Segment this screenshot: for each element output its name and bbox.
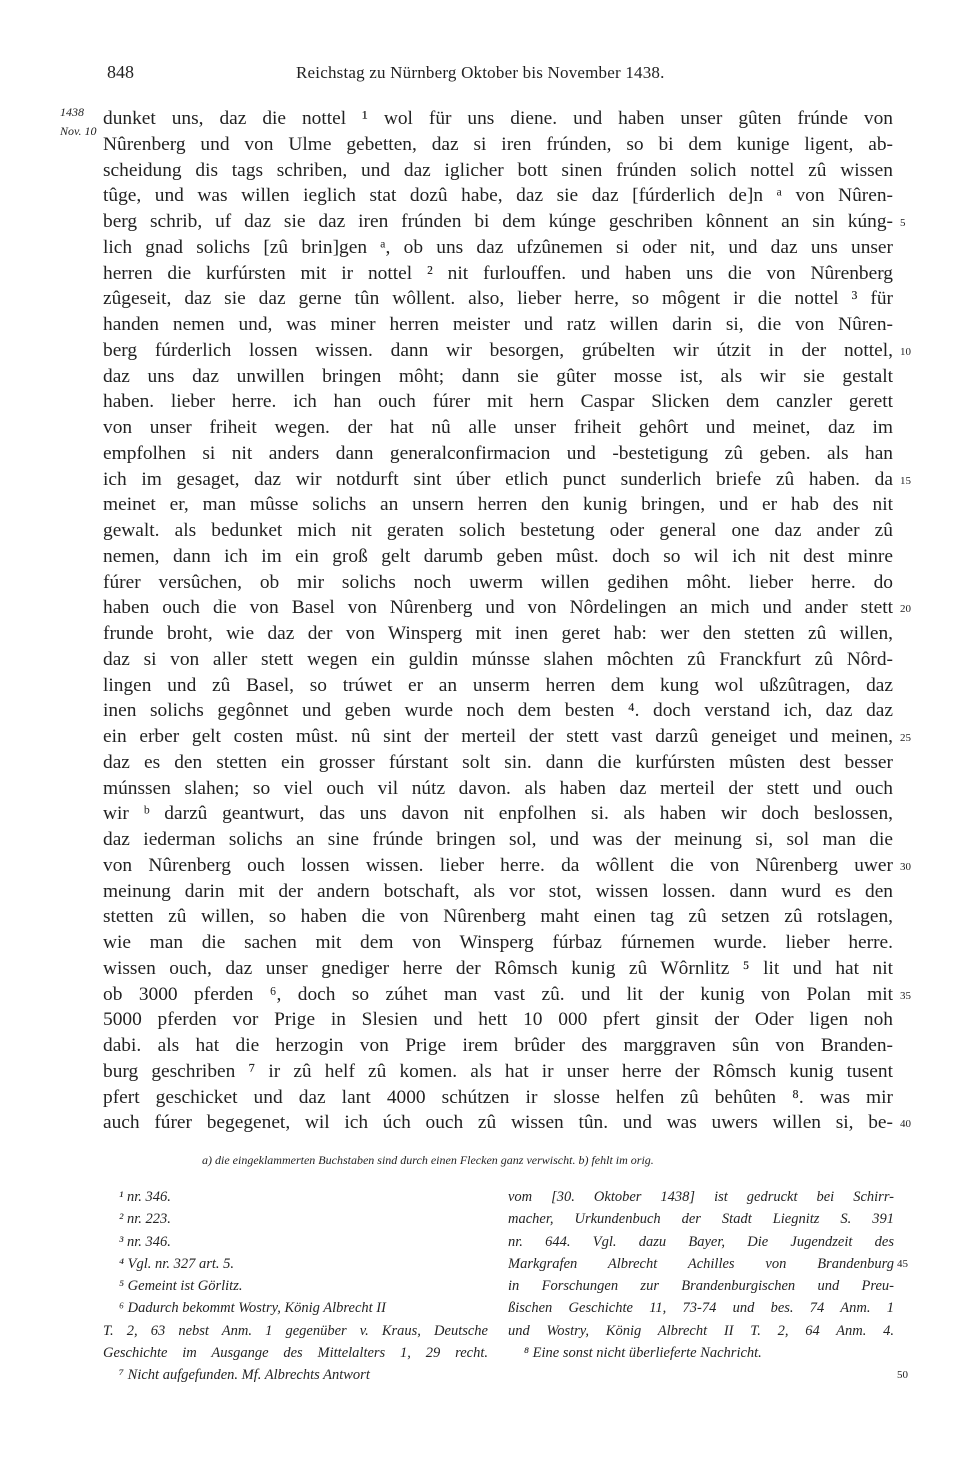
- text-line: wie man die sachen mit dem von Winsperg fúrbaz fúrnemen wurde. lieber herre.: [103, 932, 893, 953]
- text-line: berg schrib, uf daz sie daz iren frúnden bi dem kúnge geschriben kônnent an sin kúng-: [103, 211, 893, 232]
- text-line: lich gnad solichs [zû brin]gen ᵃ, ob uns daz ufzûnemen si oder nit, und daz uns unser: [103, 236, 893, 258]
- text-line: zûgeseit, daz sie daz gerne tûn wôllent. also, lieber herre, so môgent ir die nottel ³ für: [103, 288, 893, 310]
- text-line: herren die kurfúrsten mit ir nottel ² nit furlouffen. und haben uns die von Nûrenberg: [103, 262, 893, 284]
- text-line: meinung darin mit der andern botschaft, als vor stot, wissen lossen. dann wurd es den: [103, 880, 893, 902]
- line-number: 5: [900, 217, 906, 229]
- footnote-line: vom [30. Oktober 1438] ist gedruckt bei Schirr-: [508, 1189, 894, 1205]
- footnotes-right-column: [508, 1186, 894, 1364]
- text-line: scheidung dis tags schriben, und daz iglicher bott sinen frúnden solich nottel zû wissen: [103, 159, 893, 181]
- footnote-line: ² nr. 223.: [119, 1211, 171, 1228]
- line-number: 20: [900, 603, 911, 616]
- footnote-line: ⁶ Dadurch bekommt Wostry, König Albrecht II: [119, 1300, 386, 1317]
- text-line: auch fúrer begegenet, wil ich úch ouch zû wissen tûn. und was uwers willen si, be-: [103, 1112, 893, 1134]
- text-line: tûge, und was willen ieglich stat dozû habe, daz sie daz [fúrderlich de]n ᵃ von Nûren-: [103, 185, 893, 207]
- text-line: fúrer versûchen, ob mir solichs noch uwerm willen gedihen môht. lieber herre. do: [103, 571, 893, 593]
- text-line: stetten zû willen, so haben die von Nûrenberg maht einen tag zû setzen zû rotslagen,: [103, 906, 893, 928]
- footnote-line: und Wostry, König Albrecht II T. 2, 64 Anm. 4.: [508, 1322, 894, 1339]
- text-line: ich im gesaget, daz wir notdurft sint úber etlich punct sunderlich briefe zû haben. da: [103, 468, 893, 490]
- text-line: múnssen slahen; so viel ouch vil nútz davon. als haben daz merteil der stett und ouch: [103, 777, 893, 799]
- text-line: wir ᵇ darzû geantwurt, das uns davon nit enpfolhen si. als haben wir doch beslossen,: [103, 803, 893, 825]
- line-number: 10: [900, 345, 911, 358]
- text-line: burg geschriben ⁷ ir zû helf zû komen. als hat ir unser herre der Rômsch kunig tusent: [103, 1060, 893, 1082]
- running-head: Reichstag zu Nürnberg Oktober bis November 1438.: [296, 63, 665, 82]
- text-line: daz si von aller stett wegen ein guldin múnsse slahen môchten zû Franckfurt zû Nôrd-: [103, 648, 893, 670]
- body-text: [103, 106, 893, 1136]
- text-line: gewalt. als bedunket mich nit geraten solich bestetung oder general one daz ander zû: [103, 520, 893, 541]
- footnote-line-number: 45: [897, 1257, 908, 1270]
- text-line: berg fúrderlich lossen wissen. dann wir besorgen, grúbelten wir útzit in der nottel,: [103, 339, 893, 361]
- footnote-line: ⁵ Gemeint ist Görlitz.: [119, 1278, 243, 1295]
- text-line: daz uns daz unwillen bringen môht; dann sie gûter mosse ist, als wir sie gestalt: [103, 365, 893, 387]
- text-line: wissen ouch, daz unser gnediger herre der Rômsch kunig zû Wôrnlitz ⁵ lit und hat nit: [103, 957, 893, 979]
- line-number: 25: [900, 732, 911, 744]
- line-number: 40: [900, 1118, 911, 1131]
- text-line: ob 3000 pferden ⁶, doch so zúhet man vast zû. und lit der kunig von Polan mit: [103, 983, 893, 1005]
- text-line: dunket uns, daz die nottel ¹ wol für uns diene. und haben unser gûten frúnde von: [103, 108, 893, 129]
- text-line: 5000 pferden vor Prige in Slesien und hett 10 000 pfert ginsit der Oder ligen noh: [103, 1009, 893, 1031]
- footnote-line: ⁸ Eine sonst nicht überlieferte Nachricht.: [524, 1345, 762, 1362]
- text-line: meinet er, man mûsse solichs an unsern herren den kunig bringen, und er hab des nit: [103, 494, 893, 516]
- text-line: dabi. als hat die herzogin von Prige irem brûder des marggraven sûn von Branden-: [103, 1035, 893, 1056]
- footnote-line-number: 50: [897, 1369, 908, 1382]
- margin-date-day: Nov. 10: [60, 124, 97, 138]
- text-line: nemen, dann ich im ein groß gelt darumb geben mûst. doch so wil ich nit dest minre: [103, 545, 893, 567]
- footnote-line: ßischen Geschichte 11, 73-74 und bes. 74 Anm. 1: [508, 1300, 894, 1317]
- text-line: pfert geschicket und daz lant 4000 schútzen ir slosse helfen zû behûten ⁸. was mir: [103, 1086, 893, 1108]
- text-line: ein erber gelt costen mûst. nû sint der merteil der stett vast darzû geneiget und meinen,: [103, 726, 893, 747]
- margin-date: [60, 103, 96, 141]
- text-line: lingen und zû Basel, so trúwet er an unserm herren dem kung wol ußzûtragen, daz: [103, 674, 893, 696]
- apparatus-notes: a) die eingeklammerten Buchstaben sind durch einen Flecken ganz verwischt. b) fehlt im orig.: [202, 1153, 654, 1167]
- footnote-line: Markgrafen Albrecht Achilles von Brandenburg: [508, 1255, 894, 1272]
- text-line: inen solichs gegônnet und geben wurde noch dem besten ⁴. doch verstand ich, daz daz: [103, 700, 893, 722]
- footnotes-left-column: [103, 1186, 488, 1387]
- line-number: 15: [900, 474, 911, 487]
- text-line: frunde broht, wie daz der von Winsperg mit inen geret hab: wer den stetten zû willen,: [103, 623, 893, 644]
- text-line: handen nemen und, was miner herren meister und ratz willen darin si, die von Nûren-: [103, 314, 893, 335]
- footnote-line: T. 2, 63 nebst Anm. 1 gegenüber v. Kraus, Deutsche: [103, 1322, 488, 1339]
- footnote-line: Geschichte im Ausgange des Mittelalters 1, 29 recht.: [103, 1345, 488, 1362]
- text-line: haben. lieber herre. ich han ouch fúrer mit hern Caspar Slicken dem canzler gerett: [103, 391, 893, 413]
- text-line: empfolhen si nit anders dann generalconfirmacion und -bestetigung zû geben. als han: [103, 442, 893, 464]
- line-number: 35: [900, 989, 911, 1002]
- footnote-line: nr. 644. Vgl. dazu Bayer, Die Jugendzeit des: [508, 1233, 894, 1250]
- text-line: von Nûrenberg ouch lossen wissen. lieber herre. da wôllent die von Nûrenberg uwer: [103, 854, 893, 876]
- margin-date-year: 1438: [60, 105, 84, 119]
- text-line: von unser friheit wegen. der hat nû alle unser friheit gehôrt und meinet, daz im: [103, 417, 893, 438]
- text-line: haben ouch die von Basel von Nûrenberg und von Nôrdelingen an mich und ander stett: [103, 597, 893, 619]
- footnote-line: ³ nr. 346.: [119, 1233, 171, 1250]
- page-number: 848: [107, 62, 134, 82]
- footnote-line: ⁴ Vgl. nr. 327 art. 5.: [119, 1255, 235, 1272]
- footnote-line: in Forschungen zur Brandenburgischen und Preu-: [508, 1278, 894, 1295]
- footnote-line: ¹ nr. 346.: [119, 1189, 171, 1205]
- line-number: 30: [900, 860, 911, 873]
- text-line: daz iederman solichs an sine frúnde bringen sol, und was der meinung si, sol man die: [103, 829, 893, 850]
- text-line: daz es den stetten ein grosser fúrstant solt sin. dann die kurfúrsten mûsten dest besser: [103, 751, 893, 773]
- footnote-line: ⁷ Nicht aufgefunden. Mf. Albrechts Antwort: [119, 1367, 370, 1384]
- footnote-line: macher, Urkundenbuch der Stadt Liegnitz S. 391: [508, 1211, 894, 1228]
- text-line: Nûrenberg und von Ulme gebetten, daz si iren frúnden, so bi dem kunige ligent, ab-: [103, 133, 893, 155]
